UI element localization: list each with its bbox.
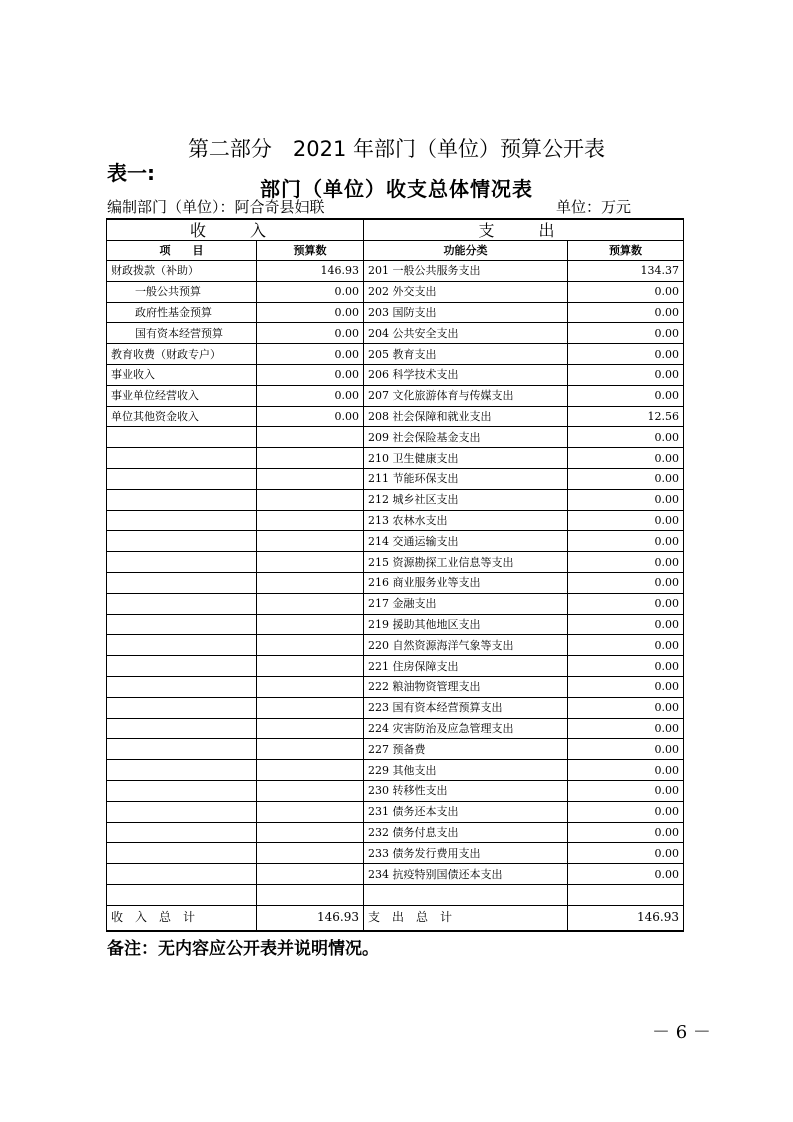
expense-value: 12.56 (568, 406, 684, 427)
income-item (107, 864, 257, 885)
income-item (107, 635, 257, 656)
income-value (257, 676, 364, 697)
expense-item: 224 灾害防治及应急管理支出 (364, 718, 568, 739)
expense-header: 支 出 (364, 219, 684, 241)
expense-value: 0.00 (568, 323, 684, 344)
expense-value: 0.00 (568, 656, 684, 677)
expense-value: 0.00 (568, 427, 684, 448)
income-item (107, 697, 257, 718)
table-row (107, 614, 684, 635)
column-header-row (107, 241, 684, 261)
col-item-header: 项 目 (107, 241, 257, 261)
col-budget-header: 预算数 (257, 241, 364, 261)
expense-item: 227 预备费 (364, 739, 568, 760)
table-row (107, 302, 684, 323)
income-item (107, 780, 257, 801)
table-row (107, 801, 684, 822)
expense-item: 207 文化旅游体育与传媒支出 (364, 385, 568, 406)
expense-item: 216 商业服务业等支出 (364, 572, 568, 593)
income-value (257, 780, 364, 801)
income-value (257, 468, 364, 489)
income-value (257, 614, 364, 635)
table-row (107, 448, 684, 469)
expense-value: 0.00 (568, 385, 684, 406)
part-title: 第二部分 2021 年部门（单位）预算公开表 (187, 137, 606, 161)
expense-value: 0.00 (568, 593, 684, 614)
income-item: 事业单位经营收入 (107, 385, 257, 406)
income-value: 0.00 (257, 406, 364, 427)
expense-item: 206 科学技术支出 (364, 364, 568, 385)
income-value (257, 801, 364, 822)
expense-item: 204 公共安全支出 (364, 323, 568, 344)
expense-value: 0.00 (568, 572, 684, 593)
expense-item: 234 抗疫特别国债还本支出 (364, 864, 568, 885)
table-row (107, 697, 684, 718)
expense-value: 0.00 (568, 344, 684, 365)
income-item (107, 843, 257, 864)
table-row (107, 281, 684, 302)
income-value (257, 427, 364, 448)
expense-value: 0.00 (568, 801, 684, 822)
total-expense-value: 146.93 (568, 905, 684, 931)
income-value (257, 864, 364, 885)
table-row (107, 552, 684, 573)
income-item (107, 801, 257, 822)
income-value: 0.00 (257, 344, 364, 365)
table-title: 部门（单位）收支总体情况表 (260, 177, 533, 201)
expense-value: 0.00 (568, 531, 684, 552)
income-item (107, 552, 257, 573)
income-value (257, 656, 364, 677)
income-item (107, 489, 257, 510)
income-item (107, 760, 257, 781)
income-item (107, 448, 257, 469)
income-value: 0.00 (257, 385, 364, 406)
income-value: 0.00 (257, 323, 364, 344)
table-row (107, 427, 684, 448)
expense-value: 0.00 (568, 302, 684, 323)
income-item: 财政拨款（补助） (107, 261, 257, 282)
table-row (107, 572, 684, 593)
income-item (107, 531, 257, 552)
expense-value: 0.00 (568, 676, 684, 697)
income-value: 0.00 (257, 281, 364, 302)
expense-value: 0.00 (568, 780, 684, 801)
expense-item: 214 交通运输支出 (364, 531, 568, 552)
table-row (107, 780, 684, 801)
expense-value: 0.00 (568, 864, 684, 885)
table-row (107, 344, 684, 365)
note: 备注：无内容应公开表并说明情况。 (107, 939, 379, 959)
table-row (107, 884, 684, 905)
income-value (257, 884, 364, 905)
expense-value: 0.00 (568, 739, 684, 760)
table-row (107, 656, 684, 677)
expense-value: 0.00 (568, 448, 684, 469)
income-value (257, 552, 364, 573)
expense-value: 0.00 (568, 468, 684, 489)
expense-item: 223 国有资本经营预算支出 (364, 697, 568, 718)
expense-item: 211 节能环保支出 (364, 468, 568, 489)
income-header: 收 入 (107, 219, 364, 241)
table-row (107, 261, 684, 282)
expense-item: 212 城乡社区支出 (364, 489, 568, 510)
income-item: 国有资本经营预算 (107, 323, 257, 344)
col-budget2-header: 预算数 (568, 241, 684, 261)
table-row (107, 593, 684, 614)
table-row (107, 676, 684, 697)
income-item: 政府性基金预算 (107, 302, 257, 323)
expense-item: 231 债务还本支出 (364, 801, 568, 822)
expense-item: 203 国防支出 (364, 302, 568, 323)
expense-item: 229 其他支出 (364, 760, 568, 781)
total-income-value: 146.93 (257, 905, 364, 931)
expense-item (364, 884, 568, 905)
table-row (107, 864, 684, 885)
income-item (107, 676, 257, 697)
expense-value: 0.00 (568, 364, 684, 385)
expense-item: 219 援助其他地区支出 (364, 614, 568, 635)
expense-value: 0.00 (568, 489, 684, 510)
income-value (257, 510, 364, 531)
income-item (107, 822, 257, 843)
expense-item: 221 住房保障支出 (364, 656, 568, 677)
table-row (107, 364, 684, 385)
expense-item: 205 教育支出 (364, 344, 568, 365)
table-row (107, 843, 684, 864)
table-row (107, 510, 684, 531)
expense-item: 232 债务付息支出 (364, 822, 568, 843)
expense-item: 208 社会保障和就业支出 (364, 406, 568, 427)
expense-value: 0.00 (568, 697, 684, 718)
income-item (107, 718, 257, 739)
unit-label: 单位：万元 (556, 198, 632, 216)
department-label: 编制部门（单位）：阿合奇县妇联 (107, 198, 325, 216)
income-item: 一般公共预算 (107, 281, 257, 302)
section-header-row (107, 219, 684, 241)
income-value (257, 635, 364, 656)
income-item: 教育收费（财政专户） (107, 344, 257, 365)
budget-table (106, 218, 684, 932)
income-item (107, 427, 257, 448)
table-row (107, 468, 684, 489)
expense-value: 0.00 (568, 760, 684, 781)
income-value (257, 593, 364, 614)
income-item: 单位其他资金收入 (107, 406, 257, 427)
table-row (107, 323, 684, 344)
total-row (107, 905, 684, 931)
table-row (107, 760, 684, 781)
income-value (257, 489, 364, 510)
total-income-label: 收 入 总 计 (107, 905, 257, 931)
page-number: － 6 － (652, 1022, 711, 1043)
income-value (257, 697, 364, 718)
expense-item: 210 卫生健康支出 (364, 448, 568, 469)
income-item (107, 593, 257, 614)
income-value (257, 448, 364, 469)
expense-value: 134.37 (568, 261, 684, 282)
expense-item: 220 自然资源海洋气象等支出 (364, 635, 568, 656)
table-row (107, 385, 684, 406)
income-item (107, 739, 257, 760)
expense-value: 0.00 (568, 552, 684, 573)
income-item (107, 614, 257, 635)
expense-item: 217 金融支出 (364, 593, 568, 614)
expense-value: 0.00 (568, 822, 684, 843)
expense-item: 213 农林水支出 (364, 510, 568, 531)
income-value (257, 822, 364, 843)
expense-item: 233 债务发行费用支出 (364, 843, 568, 864)
income-item (107, 884, 257, 905)
expense-item: 202 外交支出 (364, 281, 568, 302)
expense-item: 230 转移性支出 (364, 780, 568, 801)
income-value (257, 760, 364, 781)
income-item (107, 572, 257, 593)
income-value: 0.00 (257, 302, 364, 323)
expense-item: 209 社会保险基金支出 (364, 427, 568, 448)
expense-item: 222 粮油物资管理支出 (364, 676, 568, 697)
table-row (107, 406, 684, 427)
table-label: 表一: (107, 161, 155, 185)
table-row (107, 739, 684, 760)
expense-value: 0.00 (568, 635, 684, 656)
income-item (107, 656, 257, 677)
income-value (257, 718, 364, 739)
income-value: 146.93 (257, 261, 364, 282)
expense-value: 0.00 (568, 281, 684, 302)
expense-value: 0.00 (568, 614, 684, 635)
table-row (107, 489, 684, 510)
expense-value (568, 884, 684, 905)
income-value (257, 572, 364, 593)
table-row (107, 635, 684, 656)
income-value: 0.00 (257, 364, 364, 385)
expense-value: 0.00 (568, 510, 684, 531)
expense-item: 215 资源勘探工业信息等支出 (364, 552, 568, 573)
expense-value: 0.00 (568, 718, 684, 739)
income-item: 事业收入 (107, 364, 257, 385)
income-value (257, 739, 364, 760)
expense-value: 0.00 (568, 843, 684, 864)
table-row (107, 718, 684, 739)
income-value (257, 843, 364, 864)
table-row (107, 822, 684, 843)
income-item (107, 468, 257, 489)
expense-item: 201 一般公共服务支出 (364, 261, 568, 282)
income-value (257, 531, 364, 552)
table-row (107, 531, 684, 552)
total-expense-label: 支 出 总 计 (364, 905, 568, 931)
col-func-header: 功能分类 (364, 241, 568, 261)
income-item (107, 510, 257, 531)
